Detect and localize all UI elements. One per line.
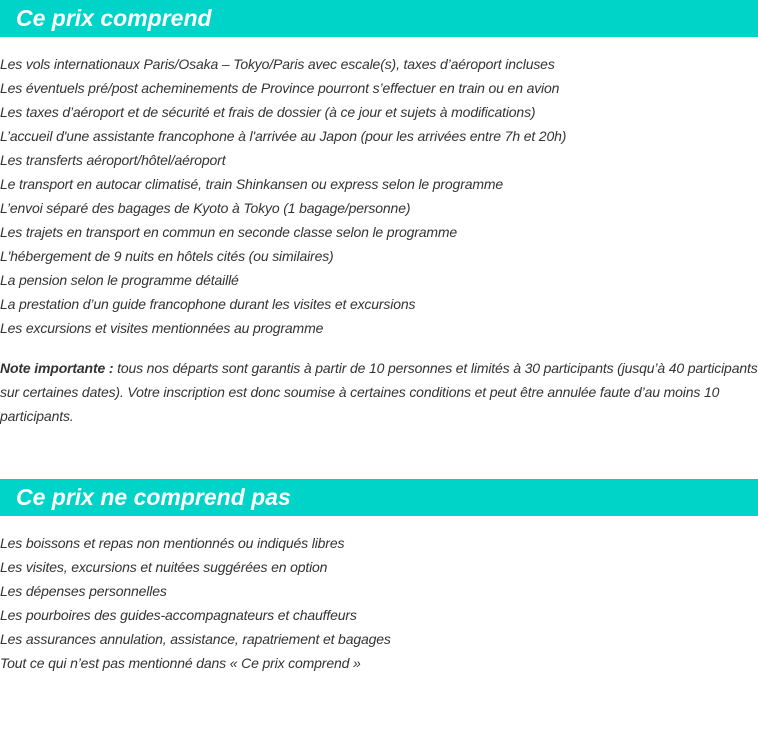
included-item: La pension selon le programme détaillé bbox=[0, 272, 239, 288]
excluded-item: Les pourboires des guides-accompagnateurs et chauffeurs bbox=[0, 607, 357, 623]
included-item: Les trajets en transport en commun en seconde classe selon le programme bbox=[0, 224, 458, 240]
excluded-section-title: Ce prix ne comprend pas bbox=[16, 484, 291, 510]
important-note-label: Note importante : bbox=[0, 360, 114, 376]
included-item: Les excursions et visites mentionnées au programme bbox=[0, 320, 324, 336]
included-item: Les transferts aéroport/hôtel/aéroport bbox=[0, 152, 226, 168]
excluded-items-list bbox=[0, 531, 758, 675]
excluded-item: Les assurances annulation, assistance, rapatriement et bagages bbox=[0, 631, 391, 647]
important-note bbox=[0, 356, 758, 428]
included-item: L'hébergement de 9 nuits en hôtels cités (ou similaires) bbox=[0, 248, 334, 264]
included-item: La prestation d’un guide francophone durant les visites et excursions bbox=[0, 296, 416, 312]
excluded-item: Les dépenses personnelles bbox=[0, 583, 167, 599]
included-item: Les éventuels pré/post acheminements de Province pourront s’effectuer en train ou en avion bbox=[0, 80, 560, 96]
important-note-text: tous nos départs sont garantis à partir de 10 personnes et limités à 30 participants (jusqu’à 40 participants sur certaines dates). Votre inscription est donc soumise à certaines conditions et peut être annulée faute d’au moins 10 participants. bbox=[0, 360, 758, 424]
included-items-list bbox=[0, 52, 758, 340]
excluded-item: Tout ce qui n’est pas mentionné dans « Ce prix comprend » bbox=[0, 655, 361, 671]
included-item: Les taxes d’aéroport et de sécurité et frais de dossier (à ce jour et sujets à modifications) bbox=[0, 104, 536, 120]
excluded-item: Les boissons et repas non mentionnés ou indiqués libres bbox=[0, 535, 345, 551]
included-section-title: Ce prix comprend bbox=[16, 5, 212, 31]
included-section-header bbox=[0, 0, 758, 37]
included-item: L’envoi séparé des bagages de Kyoto à Tokyo (1 bagage/personne) bbox=[0, 200, 411, 216]
included-item: Le transport en autocar climatisé, train Shinkansen ou express selon le programme bbox=[0, 176, 504, 192]
excluded-item: Les visites, excursions et nuitées suggérées en option bbox=[0, 559, 328, 575]
excluded-section-header bbox=[0, 479, 758, 516]
included-item: Les vols internationaux Paris/Osaka – Tokyo/Paris avec escale(s), taxes d’aéroport incluses bbox=[0, 56, 555, 72]
included-item: L’accueil d'une assistante francophone à l'arrivée au Japon (pour les arrivées entre 7h et 20h) bbox=[0, 128, 567, 144]
